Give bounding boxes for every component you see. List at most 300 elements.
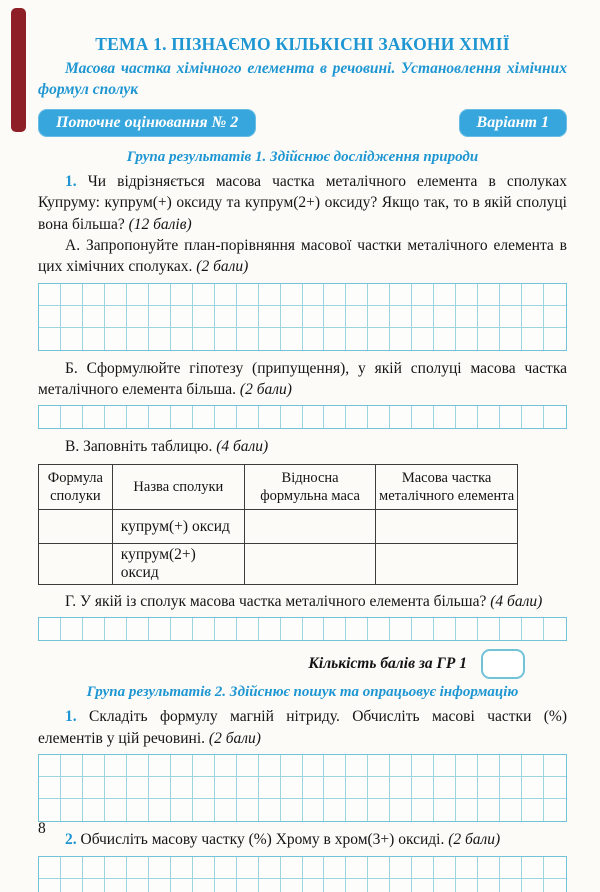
grid-cell [61, 284, 83, 306]
grid-cell [237, 306, 259, 328]
grid-cell [390, 777, 412, 799]
grid-cell [324, 879, 346, 892]
grid-cell [522, 406, 544, 428]
grid-cell [83, 799, 105, 821]
grid-cell [456, 755, 478, 777]
question-points: (12 балів) [128, 215, 192, 233]
grid-cell [390, 755, 412, 777]
grid-cell [83, 328, 105, 350]
grid-cell [127, 306, 149, 328]
grid-cell [127, 618, 149, 640]
grid-cell [500, 328, 522, 350]
grid-cell [346, 879, 368, 892]
grid-cell [303, 618, 325, 640]
grid-cell [324, 799, 346, 821]
grid-cell [412, 777, 434, 799]
grid-cell [434, 328, 456, 350]
table-cell [376, 544, 518, 585]
grid-cell [171, 284, 193, 306]
question-number: 1. [65, 172, 77, 190]
grid-cell [500, 755, 522, 777]
grid-cell [346, 755, 368, 777]
grid-cell [39, 777, 61, 799]
grid-cell [171, 306, 193, 328]
grid-cell [39, 306, 61, 328]
grid-cell [522, 777, 544, 799]
grid-cell [149, 618, 171, 640]
grid-cell [83, 306, 105, 328]
group2-question2 [38, 829, 567, 850]
answer-grid-task-b [38, 405, 567, 429]
task-points: (4 бали) [216, 438, 269, 456]
section-subtitle: Масова частка хімічного елемента в речовині. Установлення хімічних формул сполук [38, 60, 567, 99]
grid-cell [171, 406, 193, 428]
grid-cell [478, 406, 500, 428]
grid-cell [390, 284, 412, 306]
grid-cell [171, 777, 193, 799]
grid-cell [324, 755, 346, 777]
grid-cell [105, 857, 127, 879]
grid-cell [61, 777, 83, 799]
grid-cell [412, 284, 434, 306]
grid-cell [259, 328, 281, 350]
grid-cell [259, 879, 281, 892]
grid-cell [83, 879, 105, 892]
table-cell: купрум(+) оксид [112, 510, 244, 544]
task-label: А. [65, 236, 81, 254]
grid-cell [237, 406, 259, 428]
question-text: Чи відрізняється масова частка металічного елемента в сполуках Купруму: купрум(+) оксиду та купрум(2+) оксиду? Якщо так, то в якій сполуці вона більша? [38, 172, 567, 233]
grid-cell [149, 879, 171, 892]
grid-cell [522, 284, 544, 306]
grid-cell [281, 284, 303, 306]
grid-cell [303, 306, 325, 328]
grid-cell [149, 406, 171, 428]
column-header: Масова частка металічного елемента [376, 464, 518, 509]
grid-cell [346, 618, 368, 640]
grid-cell [149, 857, 171, 879]
grid-cell [412, 879, 434, 892]
grid-cell [434, 618, 456, 640]
grid-cell [281, 306, 303, 328]
grid-cell [368, 328, 390, 350]
grid-cell [368, 857, 390, 879]
grid-cell [324, 406, 346, 428]
grid-cell [412, 618, 434, 640]
grid-cell [259, 284, 281, 306]
answer-grid-task-g [38, 617, 567, 641]
grid-cell [259, 799, 281, 821]
grid-cell [500, 618, 522, 640]
grid-cell [456, 328, 478, 350]
question-number: 1. [65, 708, 77, 726]
table-row [39, 544, 518, 585]
grid-cell [303, 328, 325, 350]
grid-cell [346, 857, 368, 879]
table-cell: купрум(2+) оксид [112, 544, 244, 585]
grid-cell [39, 857, 61, 879]
grid-cell [61, 879, 83, 892]
grid-cell [412, 306, 434, 328]
grid-cell [281, 755, 303, 777]
grid-cell [324, 777, 346, 799]
grid-cell [478, 284, 500, 306]
page-title: ТЕМА 1. ПІЗНАЄМО КІЛЬКІСНІ ЗАКОНИ ХІМІЇ [95, 34, 510, 54]
grid-cell [215, 306, 237, 328]
grid-cell [324, 284, 346, 306]
score-label: Кількість балів за ГР 1 [308, 655, 467, 673]
grid-cell [171, 618, 193, 640]
grid-cell [105, 799, 127, 821]
grid-cell [544, 328, 566, 350]
grid-cell [237, 755, 259, 777]
grid-cell [127, 777, 149, 799]
grid-cell [478, 328, 500, 350]
grid-cell [434, 857, 456, 879]
grid-cell [368, 406, 390, 428]
task-points: (2 бали) [239, 381, 292, 398]
grid-cell [39, 328, 61, 350]
grid-cell [237, 879, 259, 892]
grid-cell [390, 618, 412, 640]
grid-cell [412, 755, 434, 777]
grid-cell [434, 755, 456, 777]
grid-cell [281, 328, 303, 350]
grid-cell [368, 799, 390, 821]
grid-cell [83, 857, 105, 879]
grid-cell [368, 618, 390, 640]
grid-cell [61, 799, 83, 821]
grid-cell [456, 406, 478, 428]
grid-cell [127, 799, 149, 821]
grid-cell [149, 306, 171, 328]
grid-cell [500, 777, 522, 799]
grid-cell [500, 306, 522, 328]
grid-cell [434, 879, 456, 892]
grid-cell [544, 618, 566, 640]
grid-cell [478, 618, 500, 640]
grid-cell [522, 879, 544, 892]
table-cell [244, 544, 375, 585]
grid-cell [412, 328, 434, 350]
grid-cell [259, 777, 281, 799]
grid-cell [127, 284, 149, 306]
grid-cell [434, 306, 456, 328]
grid-cell [61, 406, 83, 428]
grid-cell [83, 777, 105, 799]
column-header: Відносна формульна маса [244, 464, 375, 509]
grid-cell [215, 777, 237, 799]
grid-cell [61, 618, 83, 640]
table-cell [244, 510, 375, 544]
page-number: 8 [38, 820, 46, 837]
table-cell [39, 544, 113, 585]
question-points: (2 бали) [208, 729, 261, 747]
grid-cell [237, 284, 259, 306]
grid-cell [478, 755, 500, 777]
grid-cell [61, 328, 83, 350]
grid-cell [412, 799, 434, 821]
grid-cell [456, 799, 478, 821]
grid-cell [193, 328, 215, 350]
grid-cell [105, 406, 127, 428]
grid-cell [215, 755, 237, 777]
grid-cell [193, 777, 215, 799]
grid-cell [149, 755, 171, 777]
grid-cell [215, 857, 237, 879]
grid-cell [390, 799, 412, 821]
question-number: 2. [65, 831, 77, 849]
grid-cell [105, 618, 127, 640]
grid-cell [346, 306, 368, 328]
grid-cell [171, 879, 193, 892]
grid-cell [522, 618, 544, 640]
grid-cell [259, 618, 281, 640]
grid-cell [83, 406, 105, 428]
grid-cell [127, 755, 149, 777]
grid-cell [478, 777, 500, 799]
grid-cell [149, 284, 171, 306]
grid-cell [522, 328, 544, 350]
grid-cell [500, 857, 522, 879]
grid-cell [61, 306, 83, 328]
grid-cell [303, 755, 325, 777]
task-label: Г. [65, 593, 77, 610]
grid-cell [303, 799, 325, 821]
grid-cell [500, 284, 522, 306]
grid-cell [281, 799, 303, 821]
grid-cell [193, 857, 215, 879]
grid-cell [544, 284, 566, 306]
grid-cell [259, 306, 281, 328]
grid-cell [171, 328, 193, 350]
grid-cell [303, 406, 325, 428]
grid-cell [105, 777, 127, 799]
grid-cell [105, 328, 127, 350]
grid-cell [368, 879, 390, 892]
grid-cell [215, 799, 237, 821]
grid-cell [368, 306, 390, 328]
grid-cell [544, 755, 566, 777]
task-label: В. [65, 438, 80, 456]
grid-cell [544, 306, 566, 328]
grid-cell [39, 284, 61, 306]
grid-cell [171, 799, 193, 821]
score-box [481, 649, 525, 679]
grid-cell [456, 879, 478, 892]
grid-cell [456, 777, 478, 799]
group1-question1 [38, 171, 567, 235]
answer-grid-g2-q1 [38, 754, 567, 822]
task-points: (4 бали) [490, 593, 543, 610]
task-b [38, 358, 567, 401]
grid-cell [412, 406, 434, 428]
grid-cell [478, 799, 500, 821]
grid-cell [324, 618, 346, 640]
grid-cell [456, 284, 478, 306]
question-text: Складіть формулу магній нітриду. Обчисліть масові частки (%) елементів у цій речовині. [38, 708, 567, 747]
grid-cell [544, 879, 566, 892]
grid-cell [281, 857, 303, 879]
grid-cell [237, 857, 259, 879]
grid-cell [346, 284, 368, 306]
group2-heading: Група результатів 2. Здійснює пошук та опрацьовує інформацію [86, 684, 519, 701]
grid-cell [478, 306, 500, 328]
grid-cell [259, 755, 281, 777]
grid-cell [324, 857, 346, 879]
grid-cell [456, 306, 478, 328]
grid-cell [390, 328, 412, 350]
column-header: Формула сполуки [39, 464, 113, 509]
grid-cell [324, 328, 346, 350]
assessment-badge: Поточне оцінювання № 2 [38, 109, 256, 137]
grid-cell [39, 618, 61, 640]
grid-cell [259, 857, 281, 879]
grid-cell [39, 755, 61, 777]
answer-grid-task-a [38, 283, 567, 351]
grid-cell [544, 799, 566, 821]
grid-cell [193, 406, 215, 428]
grid-cell [368, 777, 390, 799]
grid-cell [83, 755, 105, 777]
grid-cell [390, 406, 412, 428]
table-row [39, 510, 518, 544]
grid-cell [39, 879, 61, 892]
grid-cell [456, 857, 478, 879]
grid-cell [281, 777, 303, 799]
task-g [38, 591, 567, 612]
grid-cell [303, 284, 325, 306]
grid-cell [171, 755, 193, 777]
task-text: Сформулюйте гіпотезу (припущення), у якій сполуці масова частка металічного елемента більша. [38, 359, 568, 398]
task-v [38, 436, 567, 457]
grid-cell [127, 879, 149, 892]
column-header: Назва сполуки [112, 464, 244, 509]
grid-cell [500, 799, 522, 821]
grid-cell [105, 879, 127, 892]
task-label: Б. [65, 359, 78, 377]
grid-cell [303, 777, 325, 799]
group2-question1 [38, 706, 567, 749]
grid-cell [39, 799, 61, 821]
grid-cell [237, 799, 259, 821]
grid-cell [478, 879, 500, 892]
grid-cell [215, 406, 237, 428]
grid-cell [412, 857, 434, 879]
grid-cell [390, 306, 412, 328]
grid-cell [259, 406, 281, 428]
task-points: (2 бали) [196, 258, 249, 276]
grid-cell [215, 879, 237, 892]
grid-cell [127, 328, 149, 350]
grid-cell [368, 755, 390, 777]
grid-cell [303, 857, 325, 879]
grid-cell [83, 618, 105, 640]
grid-cell [434, 799, 456, 821]
grid-cell [193, 755, 215, 777]
grid-cell [39, 406, 61, 428]
grid-cell [193, 879, 215, 892]
table-cell [39, 510, 113, 544]
grid-cell [303, 879, 325, 892]
grid-cell [61, 857, 83, 879]
grid-cell [522, 755, 544, 777]
table-header-row [39, 464, 518, 509]
grid-cell [346, 799, 368, 821]
grid-cell [281, 406, 303, 428]
group1-heading: Група результатів 1. Здійснює дослідження природи [126, 148, 479, 165]
grid-cell [237, 618, 259, 640]
grid-cell [544, 777, 566, 799]
grid-cell [215, 618, 237, 640]
grid-cell [522, 799, 544, 821]
table-cell [376, 510, 518, 544]
question-points: (2 бали) [448, 831, 501, 849]
grid-cell [346, 328, 368, 350]
grid-cell [390, 857, 412, 879]
grid-cell [215, 284, 237, 306]
grid-cell [105, 306, 127, 328]
grid-cell [434, 406, 456, 428]
task-text: У якій із сполук масова частка металічного елемента більша? [79, 593, 487, 610]
grid-cell [215, 328, 237, 350]
score-row [38, 648, 525, 680]
grid-cell [127, 857, 149, 879]
question-text: Обчисліть масову частку (%) Хрому в хром(3+) оксиді. [80, 831, 445, 849]
grid-cell [193, 618, 215, 640]
grid-cell [522, 306, 544, 328]
answer-grid-g2-q2 [38, 856, 567, 892]
grid-cell [149, 328, 171, 350]
grid-cell [105, 284, 127, 306]
grid-cell [237, 328, 259, 350]
badge-row [38, 109, 567, 137]
grid-cell [478, 857, 500, 879]
grid-cell [127, 406, 149, 428]
grid-cell [281, 618, 303, 640]
grid-cell [434, 284, 456, 306]
grid-cell [346, 777, 368, 799]
grid-cell [193, 306, 215, 328]
grid-cell [390, 879, 412, 892]
grid-cell [544, 857, 566, 879]
grid-cell [434, 777, 456, 799]
grid-cell [193, 284, 215, 306]
grid-cell [281, 879, 303, 892]
compounds-table [38, 464, 518, 585]
task-a [38, 235, 567, 278]
grid-cell [522, 857, 544, 879]
grid-cell [324, 306, 346, 328]
grid-cell [237, 777, 259, 799]
grid-cell [456, 618, 478, 640]
grid-cell [61, 755, 83, 777]
grid-cell [368, 284, 390, 306]
variant-badge: Варіант 1 [459, 109, 567, 137]
grid-cell [83, 284, 105, 306]
grid-cell [149, 799, 171, 821]
task-text: Заповніть таблицю. [83, 438, 213, 456]
grid-cell [346, 406, 368, 428]
grid-cell [105, 755, 127, 777]
grid-cell [171, 857, 193, 879]
grid-cell [500, 879, 522, 892]
task-text: Запропонуйте план-порівняння масової частки металічного елемента в цих хімічних сполуках. [38, 236, 568, 276]
grid-cell [149, 777, 171, 799]
grid-cell [193, 799, 215, 821]
grid-cell [500, 406, 522, 428]
grid-cell [544, 406, 566, 428]
